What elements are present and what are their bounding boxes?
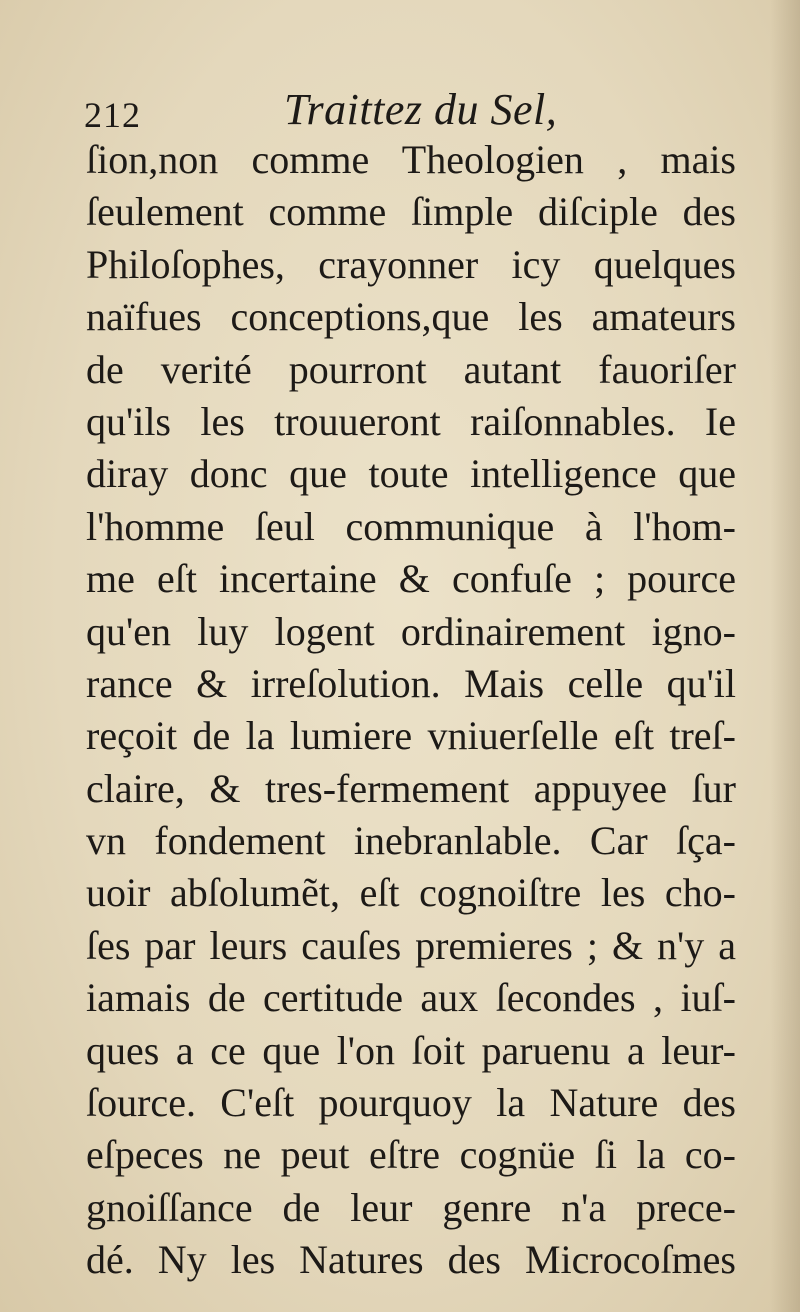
text-line: ſion,non comme Theologien , mais	[86, 137, 736, 182]
text-line: Philoſophes, crayonner icy quelques	[86, 241, 736, 287]
text-line: uoir abſolumẽt, eſt cognoiſtre les cho-	[86, 870, 736, 916]
text-line: vn fondement inebranlable. Car ſça-	[86, 818, 736, 864]
running-head	[82, 84, 722, 134]
text-line: naïfues conceptions,que les amateurs	[86, 294, 736, 340]
text-line: eſpeces ne peut eſtre cognüe ſi la co-	[86, 1132, 736, 1178]
text-line: l'homme ſeul communique à l'hom-	[86, 503, 736, 549]
running-head-title: Traittez du Sel,	[284, 85, 558, 134]
text-line: ſes par leurs cauſes premieres ; & n'y a	[86, 922, 736, 968]
text-line: iamais de certitude aux ſecondes , iuſ-	[86, 975, 736, 1021]
page-number: 212	[84, 95, 141, 135]
text-line: qu'ils les trouueront raiſonnables. Ie	[86, 398, 736, 444]
text-line: reçoit de la lumiere vniuerſelle eſt treſ-	[86, 713, 736, 759]
page-edge-shadow	[770, 0, 800, 1312]
text-line: me eſt incertaine & confuſe ; pource	[86, 556, 736, 602]
text-line: rance & irreſolution. Mais celle qu'il	[86, 660, 736, 706]
text-line: ques a ce que l'on ſoit paruenu a leur-	[86, 1027, 736, 1073]
text-line: diray donc que toute intelligence que	[86, 451, 736, 497]
text-line: gnoiſſance de leur genre n'a prece-	[86, 1184, 736, 1230]
text-line: qu'en luy logent ordinairement igno-	[86, 608, 736, 654]
text-line: de verité pourront autant fauoriſer	[86, 346, 736, 392]
text-line: claire, & tres-fermement appuyee ſur	[86, 765, 736, 811]
body-text	[86, 134, 736, 1287]
text-line: ſource. C'eſt pourquoy la Nature des	[86, 1080, 736, 1126]
text-line: dé. Ny les Natures des Microcoſmes	[86, 1237, 736, 1283]
text-line: ſeulement comme ſimple diſciple des	[86, 189, 736, 235]
